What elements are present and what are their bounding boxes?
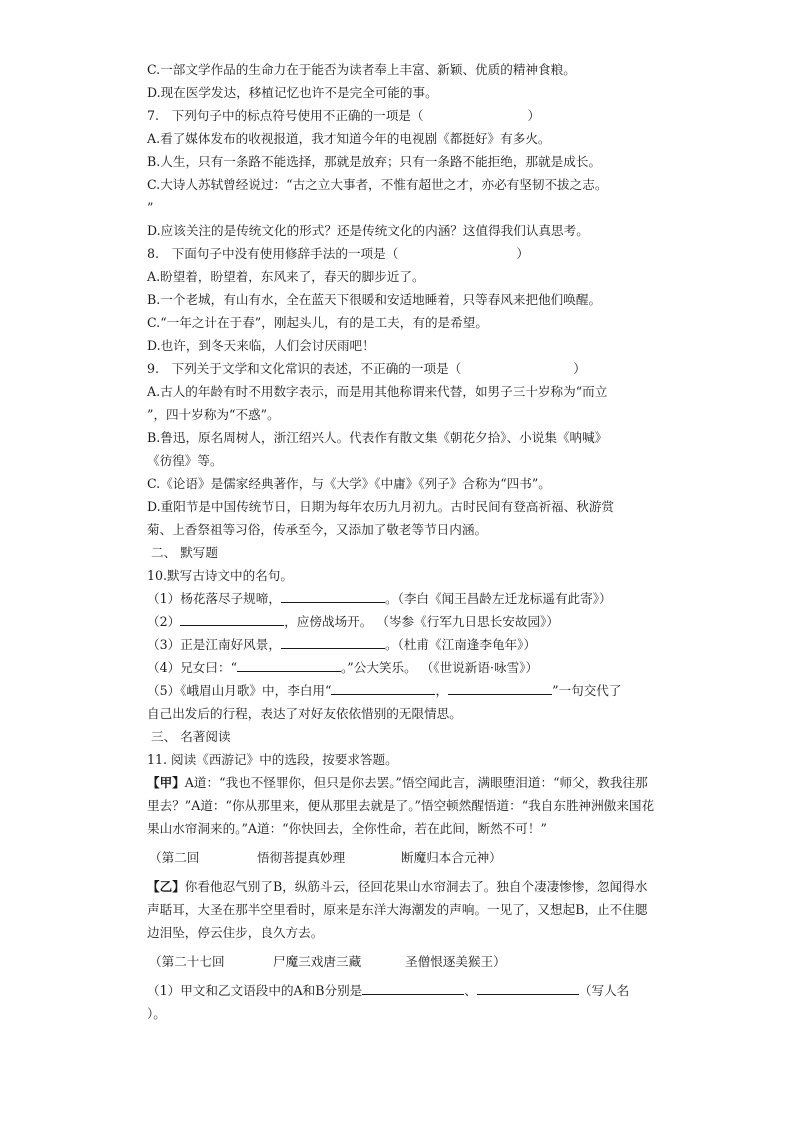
fill-blank[interactable] xyxy=(237,657,341,672)
q10-line-3: （3）正是江南好风景， 。（杜甫《江南逢李龟年》） xyxy=(147,633,657,656)
q9-option-d-cont: 菊、上香祭祖等习俗，传承至今，又添加了敬老等节日内涵。 xyxy=(147,522,488,537)
q8-option-d: D.也许，到冬天来临，人们会讨厌雨吧！ xyxy=(147,338,375,353)
passage-yi-source: （第二十七回 尸魔三戏唐三藏 圣僧恨逐美猴王） xyxy=(149,954,506,969)
q9-option-a: A.古人的年龄有时不用数字表示，而是用其他称谓来代替，如男子三十岁称为“而立 xyxy=(147,384,608,399)
q7-stem: 7. 下列句子中的标点符号使用不正确的一项是（ ） xyxy=(147,108,541,123)
q7-option-d: D.应该关注的是传统文化的形式？还是传统文化的内涵？这值得我们认真思考。 xyxy=(147,223,589,238)
q9-option-d: D.重阳节是中国传统节日，日期为每年农历九月初九。古时民间有登高祈福、秋游赏 xyxy=(147,499,615,514)
passage-yi: 【乙】你看他忍气别了B，纵筋斗云，径回花果山水帘洞去了。独自个凄凄惨惨，忽闻得水声聒耳，大圣在那半空里看时，原来是东洋大海潮发的声响。一见了，又想起B，止不住腮边泪坠，停云住步，良久方去。 xyxy=(147,879,648,940)
q8-stem: 8. 下面句子中没有使用修辞手法的一项是（ ） xyxy=(147,246,529,261)
q7-option-b: B.人生，只有一条路不能选择，那就是放弃；只有一条路不能拒绝，那就是成长。 xyxy=(147,154,602,169)
fill-blank[interactable] xyxy=(281,588,385,603)
fill-blank[interactable] xyxy=(362,980,464,995)
q6-option-d: D.现在医学发达，移植记忆也许不是完全可能的事。 xyxy=(147,85,438,100)
q6-option-c: C.一部文学作品的生命力在于能否为读者奉上丰富、新颖、优质的精神食粮。 xyxy=(147,62,576,77)
q10-line-1: （1）杨花落尽子规啼， 。（李白《闻王昌龄左迁龙标遥有此寄》） xyxy=(147,587,657,610)
exam-page xyxy=(147,58,657,1025)
q7-option-c-cont: ” xyxy=(147,200,154,215)
passage-jia: 【甲】A道：“我也不怪罪你，但只是你去罢。”悟空闻此言，满眼堕泪道：“师父，教我往那里去？”A道：“你从那里来，便从那里去就是了。”悟空顿然醒悟道：“我自东胜神洲傲来国花果山水帘洞来的。”A道：“你快回去，全你性命，若在此间，断然不可！” xyxy=(147,775,655,836)
q11-sub1-cont: ）。 xyxy=(147,1006,166,1021)
q11-sub1: （1）甲文和乙文语段中的A和B分别是 、 （写人名 xyxy=(147,979,657,1002)
section-3-title: 三、 名著阅读 xyxy=(151,729,231,744)
q9-option-b: B.鲁迅，原名周树人，浙江绍兴人。代表作有散文集《朝花夕拾》、小说集《呐喊》 xyxy=(147,430,608,445)
q9-option-b-cont: 《彷徨》等。 xyxy=(147,453,223,468)
fill-blank[interactable] xyxy=(180,611,284,626)
q10-line-2: （2） ，应傍战场开。 （岑参《行军九日思长安故园》） xyxy=(147,610,657,633)
fill-blank[interactable] xyxy=(281,634,385,649)
q7-option-c: C.大诗人苏轼曾经说过：“古之立大事者，不惟有超世之才，亦必有坚韧不拔之志。 xyxy=(147,177,608,192)
passage-jia-source: （第二回 悟彻菩提真妙理 断魔归本合元神） xyxy=(149,850,502,865)
q11-stem: 11. 阅读《西游记》中的选段，按要求答题。 xyxy=(147,752,398,767)
q10-line-5-cont: 自己出发后的行程，表达了对好友依依惜别的无限情思。 xyxy=(147,706,462,721)
q9-stem: 9. 下列关于文学和文化常识的表述，不正确的一项是（ ） xyxy=(147,361,586,376)
q10-line-5: （5）《峨眉山月歌》中，李白用“ ， ”一句交代了 xyxy=(147,679,657,702)
q9-option-c: C.《论语》是儒家经典著作，与《大学》《中庸》《列子》合称为“四书”。 xyxy=(147,476,551,491)
fill-blank[interactable] xyxy=(331,680,435,695)
section-2-title: 二、 默写题 xyxy=(151,545,218,560)
q8-option-b: B.一个老城，有山有水，全在蓝天下很暖和安适地睡着，只等春风来把他们唤醒。 xyxy=(147,292,602,307)
fill-blank[interactable] xyxy=(477,980,579,995)
q10-line-4: （4）兄女曰：“ 。”公大笑乐。 （《世说新语·咏雪》） xyxy=(147,656,657,679)
q8-option-c: C.“一年之计在于春”，刚起头儿，有的是工夫，有的是希望。 xyxy=(147,315,488,330)
q8-option-a: A.盼望着，盼望着，东风来了，春天的脚步近了。 xyxy=(147,269,425,284)
q9-option-a-cont: ”，四十岁称为“不惑”。 xyxy=(147,407,280,422)
q10-stem: 10.默写古诗文中的名句。 xyxy=(147,568,293,583)
fill-blank[interactable] xyxy=(448,680,552,695)
q7-option-a: A.看了媒体发布的收视报道，我才知道今年的电视剧《都挺好》有多火。 xyxy=(147,131,551,146)
